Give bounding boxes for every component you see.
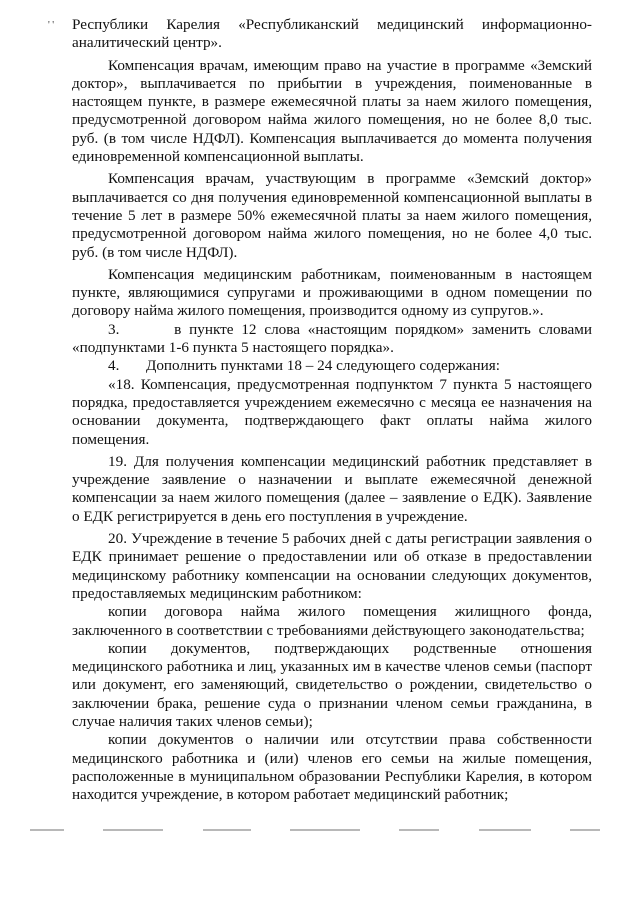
paragraph-item-4: 4. Дополнить пунктами 18 – 24 следующего содержания: — [108, 357, 500, 375]
paragraph-point-18: «18. Компенсация, предусмотренная подпунктом 7 пункта 5 настоящего порядка, предоставляется учреждением ежемесячно с месяца ее назначения на основании документа, подтверждающего факт оплаты найма жилого помещения. — [72, 375, 592, 448]
scan-corner-mark: ' ' — [48, 20, 55, 31]
paragraph-zemsky-compensation-before: Компенсация врачам, имеющим право на участие в программе «Земский доктор», выплачивается по прибытии в учреждения, поименованные в настоящем пункте, в размере ежемесячной платы за наем жилого помещения, предусмотренной договором найма жилого помещения, но не более 8,0 тыс. руб. (в том числе НДФЛ). Компенсация выплачивается до момента получения единовременной компенсационной выплаты. — [72, 56, 592, 166]
paragraph-item-3: 3. в пункте 12 слова «настоящим порядком» заменить словами «подпунктами 1-6 пункта 5 настоящего порядка». — [72, 320, 592, 357]
paragraph-zemsky-compensation-after: Компенсация врачам, участвующим в программе «Земский доктор» выплачивается со дня получения единовременной компенсационной выплаты в течение 5 лет в размере 50% ежемесячной платы за наем жилого помещения, предусмотренной договором найма жилого помещения, но не более 4,0 тыс. руб. (в том числе НДФЛ). — [72, 170, 592, 261]
scan-artifact-line — [30, 826, 600, 834]
paragraph-list-item-lease: копии договора найма жилого помещения жилищного фонда, заключенного в соответствии с требованиями действующего законодательства; — [72, 603, 592, 639]
paragraph-point-19: 19. Для получения компенсации медицинский работник представляет в учреждение заявление о назначении и выплате ежемесячной денежной компенсации за наем жилого помещения (далее – заявление о ЕДК). Заявление о ЕДК регистрируется в день его поступления в учреждение. — [72, 452, 592, 525]
paragraph-list-item-property: копии документов о наличии или отсутствии права собственности медицинского работника и (или) членов его семьи на жилые помещения, расположенные в муниципальном образовании Республики Карелия, в котором находится учреждение, в котором работает медицинский работник; — [72, 731, 592, 804]
paragraph-list-item-family: копии документов, подтверждающих родственные отношения медицинского работника и лиц, указанных им в качестве членов семьи (паспорт или документ, его заменяющий, свидетельство о рождении, свидетельство о заключении брака, решение суда о признании членом семьи гражданина, в случае наличия таких членов семьи); — [72, 639, 592, 730]
document-page — [72, 16, 592, 804]
paragraph-continuation: Республики Карелия «Республиканский медицинский информационно-аналитический центр». — [72, 16, 592, 52]
paragraph-point-20: 20. Учреждение в течение 5 рабочих дней с даты регистрации заявления о ЕДК принимает решение о предоставлении или об отказе в предоставлении медицинскому работнику компенсации на основании следующих документов, предоставляемых медицинским работником: — [72, 530, 592, 602]
paragraph-spouses: Компенсация медицинским работникам, поименованным в настоящем пункте, являющимися супругами и проживающими в одном помещении по договору найма жилого помещения, производится одному из супругов.». — [72, 265, 592, 320]
